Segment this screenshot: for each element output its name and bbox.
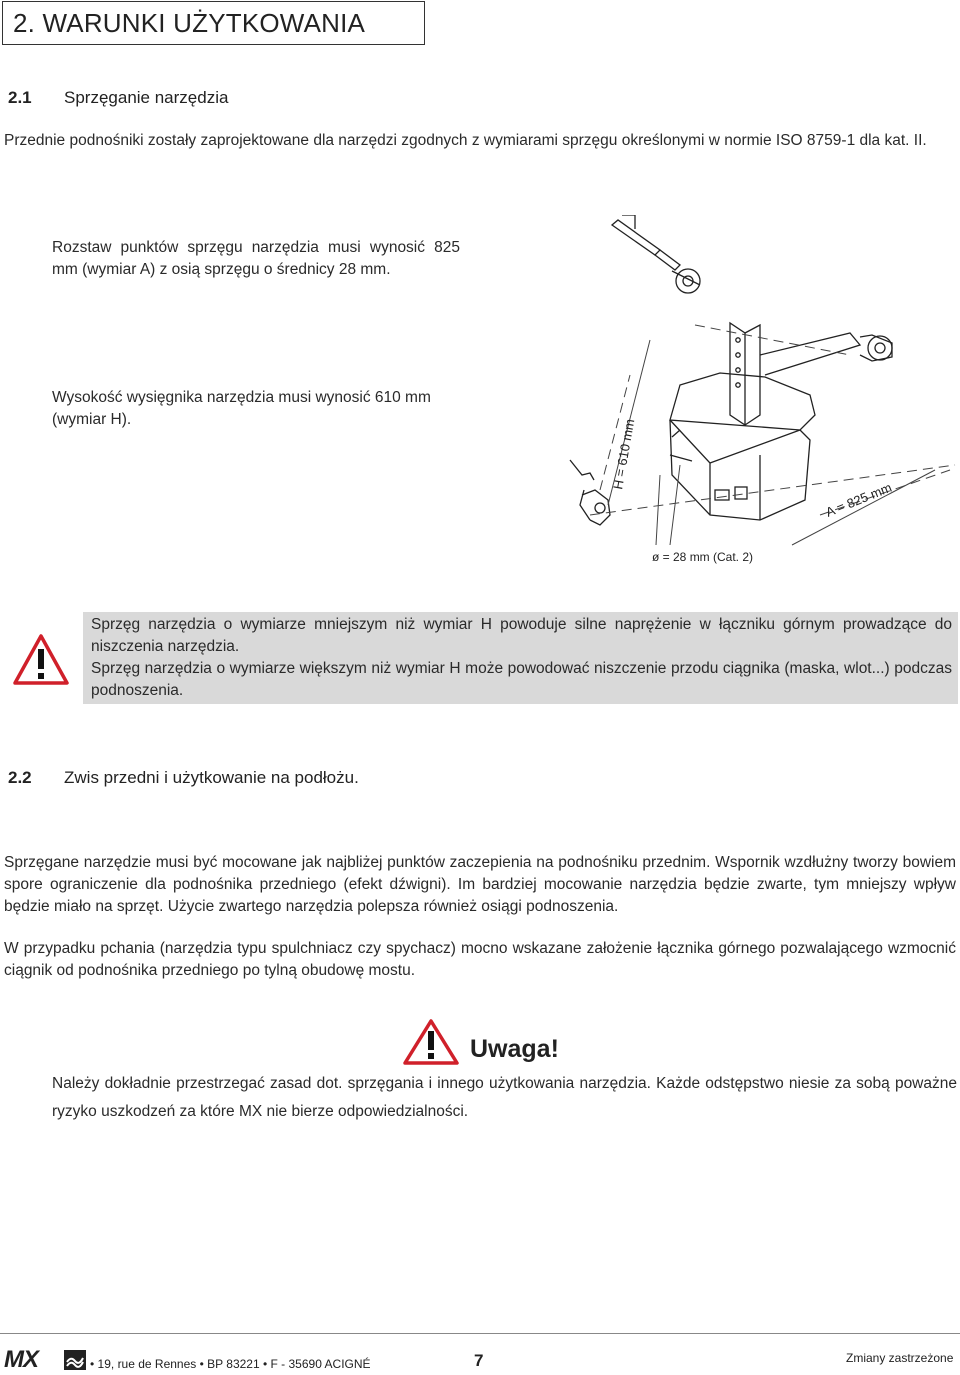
mounting-paragraph: Sprzęgane narzędzie musi być mocowane jak najbliżej punktów zaczepienia na podnośniku przednim. Wspornik wzdłużny tworzy bowiem spore ograniczenie dla podnośnika przedniego (efekt dźwigni). Im bardziej mocowanie narzędzia będzie zwarte, tym mniejszy wpływ będzie miało na sprzęt. Użycie zwartego narzędzia polepsza również osiągi podnoszenia.: [4, 854, 956, 915]
pushing-paragraph: W przypadku pchania (narzędzia typu spulchniacz czy spychacz) mocno wskazane założenie łącznika górnego pozwalającego wzmocnić ciągnik od podnośnika przedniego po tylną obudowę mostu.: [4, 940, 956, 979]
logo-text: MX: [4, 1346, 38, 1373]
left-hook: [582, 490, 610, 525]
top-link-ball: [676, 269, 700, 293]
chapter-title: 2. WARUNKI UŻYTKOWANIA: [13, 8, 366, 38]
section-number: 2.2: [8, 768, 32, 787]
warning-text: [91, 614, 952, 702]
pin-shaft: [670, 455, 692, 461]
section-title: Sprzęganie narzędzia: [64, 88, 229, 107]
diameter-label: ø = 28 mm (Cat. 2): [652, 550, 754, 564]
tool-top: [670, 373, 815, 430]
spacing-paragraph: Rozstaw punktów sprzęgu narzędzia musi wynosić 825 mm (wymiar A) z osią sprzęgu o średnicy 28 mm.: [52, 239, 460, 278]
height-paragraph: Wysokość wysięgnika narzędzia musi wynosić 610 mm (wymiar H).: [52, 389, 431, 428]
mx-logo: [4, 1346, 86, 1373]
footer-address: • 19, rue de Rennes • BP 83221 • F - 35690 ACIGNÉ: [90, 1357, 371, 1371]
logo-wave-icon: [64, 1350, 86, 1370]
footer-divider: [0, 1333, 960, 1334]
section-heading-2-1: [8, 88, 228, 108]
height-label: H = 610 mm: [610, 417, 638, 491]
warning-line-1: Sprzęg narzędzia o wymiarze mniejszym niż wymiar H powoduje silne naprężenie w łączniku górnym prowadzące do niszczenia narzędzia.: [91, 616, 952, 655]
section-heading-2-2: [8, 768, 359, 788]
caution-triangle-icon: [402, 1018, 460, 1066]
top-link-rod: [612, 220, 660, 255]
axis-dashed-line: [590, 465, 955, 515]
width-label: A = 825 mm: [823, 479, 894, 520]
warning-box: [83, 612, 958, 704]
warning-line-2: Sprzęg narzędzia o wymiarze większym niż wymiar H może powodować niszczenie przodu ciągnika (maska, wlot...) podczas podnoszenia.: [91, 660, 952, 699]
warning-triangle-icon: [12, 633, 70, 687]
address-text: 19, rue de Rennes • BP 83221 • F - 35690 ACIGNÉ: [97, 1357, 371, 1371]
chapter-title-box: [2, 1, 425, 45]
section-title: Zwis przedni i użytkowanie na podłożu.: [64, 768, 359, 787]
footer-note: Zmiany zastrzeżone: [846, 1351, 954, 1365]
section-number: 2.1: [8, 88, 32, 107]
hitch-diagram: [560, 215, 960, 575]
width-dimension-line: [792, 470, 935, 545]
page-number: 7: [474, 1351, 484, 1370]
tool-body: [670, 420, 810, 520]
caution-title: Uwaga!: [470, 1035, 559, 1063]
intro-paragraph: Przednie podnośniki zostały zaprojektowane dla narzędzi zgodnych z wymiarami sprzęgu określonymi w normie ISO 8759-1 dla kat. II.: [4, 132, 927, 149]
caution-text: Należy dokładnie przestrzegać zasad dot. sprzęgania i innego użytkowania narzędzia. Każde odstępstwo niesie za sobą poważne ryzyko uszkodzeń za które MX nie bierze odpowiedzialności.: [52, 1075, 957, 1120]
